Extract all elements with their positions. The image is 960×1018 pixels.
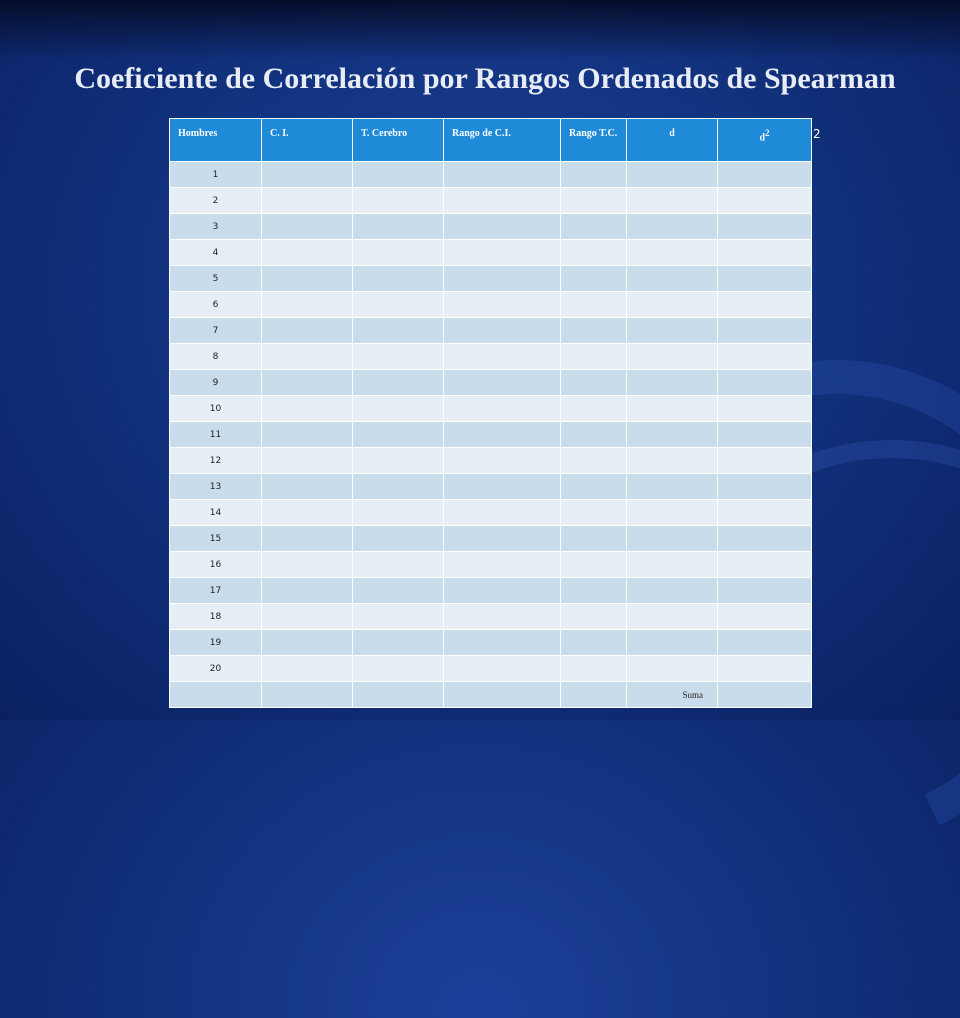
table-row <box>170 448 812 474</box>
table-cell <box>444 422 561 448</box>
table-row <box>170 318 812 344</box>
row-number: 2 <box>170 188 262 214</box>
table-cell <box>718 422 812 448</box>
table-cell <box>444 162 561 188</box>
header-ci: C. I. <box>262 119 353 162</box>
table-cell <box>444 240 561 266</box>
table-cell <box>444 656 561 682</box>
table-cell <box>627 292 718 318</box>
table-row <box>170 266 812 292</box>
table-cell <box>444 630 561 656</box>
table-cell <box>262 188 353 214</box>
spearman-table <box>169 118 812 708</box>
table-cell <box>262 370 353 396</box>
table-cell <box>627 266 718 292</box>
row-number: 19 <box>170 630 262 656</box>
table-row <box>170 344 812 370</box>
table-cell <box>353 318 444 344</box>
table-cell <box>262 578 353 604</box>
table-cell <box>627 474 718 500</box>
table-cell <box>262 630 353 656</box>
table-row <box>170 188 812 214</box>
row-number: 7 <box>170 318 262 344</box>
table-row <box>170 526 812 552</box>
table-cell <box>718 214 812 240</box>
table-cell <box>718 682 812 708</box>
row-number: 6 <box>170 292 262 318</box>
table-cell <box>444 474 561 500</box>
row-number: 9 <box>170 370 262 396</box>
table-row <box>170 578 812 604</box>
table-cell <box>353 552 444 578</box>
table-row <box>170 552 812 578</box>
row-number: 5 <box>170 266 262 292</box>
table-cell <box>262 604 353 630</box>
table-cell <box>262 552 353 578</box>
table-cell <box>353 292 444 318</box>
table-cell <box>444 370 561 396</box>
table-row <box>170 292 812 318</box>
table-row <box>170 474 812 500</box>
table-cell <box>170 682 262 708</box>
table-cell <box>444 318 561 344</box>
table-cell <box>353 656 444 682</box>
table-row <box>170 370 812 396</box>
table-cell <box>561 682 627 708</box>
table-cell <box>561 656 627 682</box>
table-cell <box>262 526 353 552</box>
row-number: 14 <box>170 500 262 526</box>
top-band <box>0 0 960 60</box>
table-cell <box>718 474 812 500</box>
table-cell <box>561 474 627 500</box>
table-cell <box>262 422 353 448</box>
suma-label: Suma <box>627 682 718 708</box>
table-cell <box>718 448 812 474</box>
header-rango-ci: Rango de C.I. <box>444 119 561 162</box>
table-cell <box>262 266 353 292</box>
table-row <box>170 500 812 526</box>
table-cell <box>561 188 627 214</box>
table-cell <box>353 448 444 474</box>
table-cell <box>444 396 561 422</box>
table-cell <box>561 552 627 578</box>
table-cell <box>561 214 627 240</box>
table-cell <box>262 500 353 526</box>
header-rango-tc: Rango T.C. <box>561 119 627 162</box>
table-cell <box>444 682 561 708</box>
table-cell <box>353 396 444 422</box>
table-cell <box>627 630 718 656</box>
table-cell <box>718 552 812 578</box>
row-number: 17 <box>170 578 262 604</box>
table-cell <box>718 370 812 396</box>
header-d2-base: d <box>759 132 766 144</box>
table-cell <box>444 578 561 604</box>
table-cell <box>353 188 444 214</box>
table-cell <box>718 318 812 344</box>
table-row <box>170 422 812 448</box>
table-cell <box>262 474 353 500</box>
table-cell <box>718 292 812 318</box>
table-cell <box>353 370 444 396</box>
table-cell <box>353 682 444 708</box>
table-cell <box>353 266 444 292</box>
row-number: 3 <box>170 214 262 240</box>
table-row <box>170 604 812 630</box>
table-cell <box>561 370 627 396</box>
table-cell <box>627 604 718 630</box>
table-cell <box>718 162 812 188</box>
outside-label: 2 <box>813 127 821 141</box>
row-number: 13 <box>170 474 262 500</box>
table-cell <box>561 266 627 292</box>
row-number: 12 <box>170 448 262 474</box>
table-cell <box>262 656 353 682</box>
table-cell <box>561 396 627 422</box>
row-number: 15 <box>170 526 262 552</box>
table-cell <box>444 266 561 292</box>
table-cell <box>627 370 718 396</box>
table-cell <box>627 656 718 682</box>
row-number: 10 <box>170 396 262 422</box>
header-d2 <box>718 119 812 162</box>
header-row <box>170 119 812 162</box>
table-cell <box>444 526 561 552</box>
table-cell <box>444 604 561 630</box>
table-cell <box>627 500 718 526</box>
table-row <box>170 240 812 266</box>
suma-row <box>170 682 812 708</box>
table-cell <box>353 240 444 266</box>
row-number: 1 <box>170 162 262 188</box>
table-cell <box>262 682 353 708</box>
table-cell <box>444 188 561 214</box>
table-cell <box>561 630 627 656</box>
table-cell <box>353 500 444 526</box>
table-cell <box>262 318 353 344</box>
table-cell <box>561 526 627 552</box>
table-cell <box>627 552 718 578</box>
row-number: 11 <box>170 422 262 448</box>
header-d: d <box>627 119 718 162</box>
table-cell <box>718 500 812 526</box>
row-number: 18 <box>170 604 262 630</box>
table-cell <box>627 344 718 370</box>
table-cell <box>627 162 718 188</box>
table-cell <box>353 214 444 240</box>
table-cell <box>444 214 561 240</box>
table-cell <box>718 578 812 604</box>
table-cell <box>353 604 444 630</box>
table-cell <box>561 292 627 318</box>
header-hombres: Hombres <box>170 119 262 162</box>
table-cell <box>262 162 353 188</box>
table-cell <box>561 448 627 474</box>
row-number: 16 <box>170 552 262 578</box>
table-cell <box>718 188 812 214</box>
table-cell <box>561 578 627 604</box>
table-cell <box>561 344 627 370</box>
table-cell <box>262 292 353 318</box>
table-cell <box>718 266 812 292</box>
row-number: 4 <box>170 240 262 266</box>
header-t-cerebro: T. Cerebro <box>353 119 444 162</box>
table-cell <box>627 214 718 240</box>
table-cell <box>718 630 812 656</box>
table-cell <box>627 448 718 474</box>
table-cell <box>561 500 627 526</box>
table-cell <box>627 526 718 552</box>
table-cell <box>353 474 444 500</box>
table-cell <box>262 214 353 240</box>
table-cell <box>718 240 812 266</box>
table-cell <box>444 500 561 526</box>
table-cell <box>561 604 627 630</box>
table-cell <box>627 578 718 604</box>
table-cell <box>718 396 812 422</box>
table-cell <box>262 396 353 422</box>
table-cell <box>262 344 353 370</box>
table-cell <box>262 240 353 266</box>
table-cell <box>718 656 812 682</box>
header-d2-superscript: 2 <box>765 128 770 138</box>
table-cell <box>353 422 444 448</box>
table-cell <box>353 344 444 370</box>
table-cell <box>444 292 561 318</box>
table-row <box>170 630 812 656</box>
slide-title: Coeficiente de Correlación por Rangos Ordenados de Spearman <box>74 62 896 95</box>
row-number: 8 <box>170 344 262 370</box>
table-row <box>170 656 812 682</box>
table-row <box>170 214 812 240</box>
table-cell <box>444 552 561 578</box>
table-cell <box>561 422 627 448</box>
row-number: 20 <box>170 656 262 682</box>
table-cell <box>718 526 812 552</box>
table-cell <box>561 318 627 344</box>
table-cell <box>353 526 444 552</box>
table-cell <box>561 162 627 188</box>
table-cell <box>262 448 353 474</box>
table-row <box>170 162 812 188</box>
table-cell <box>627 318 718 344</box>
table-cell <box>561 240 627 266</box>
table-cell <box>627 188 718 214</box>
table-cell <box>718 604 812 630</box>
table-cell <box>353 578 444 604</box>
table-cell <box>353 162 444 188</box>
table-cell <box>444 448 561 474</box>
table-cell <box>444 344 561 370</box>
table-row <box>170 396 812 422</box>
table-cell <box>627 396 718 422</box>
table-cell <box>718 344 812 370</box>
table-cell <box>353 630 444 656</box>
table-cell <box>627 422 718 448</box>
table-cell <box>627 240 718 266</box>
